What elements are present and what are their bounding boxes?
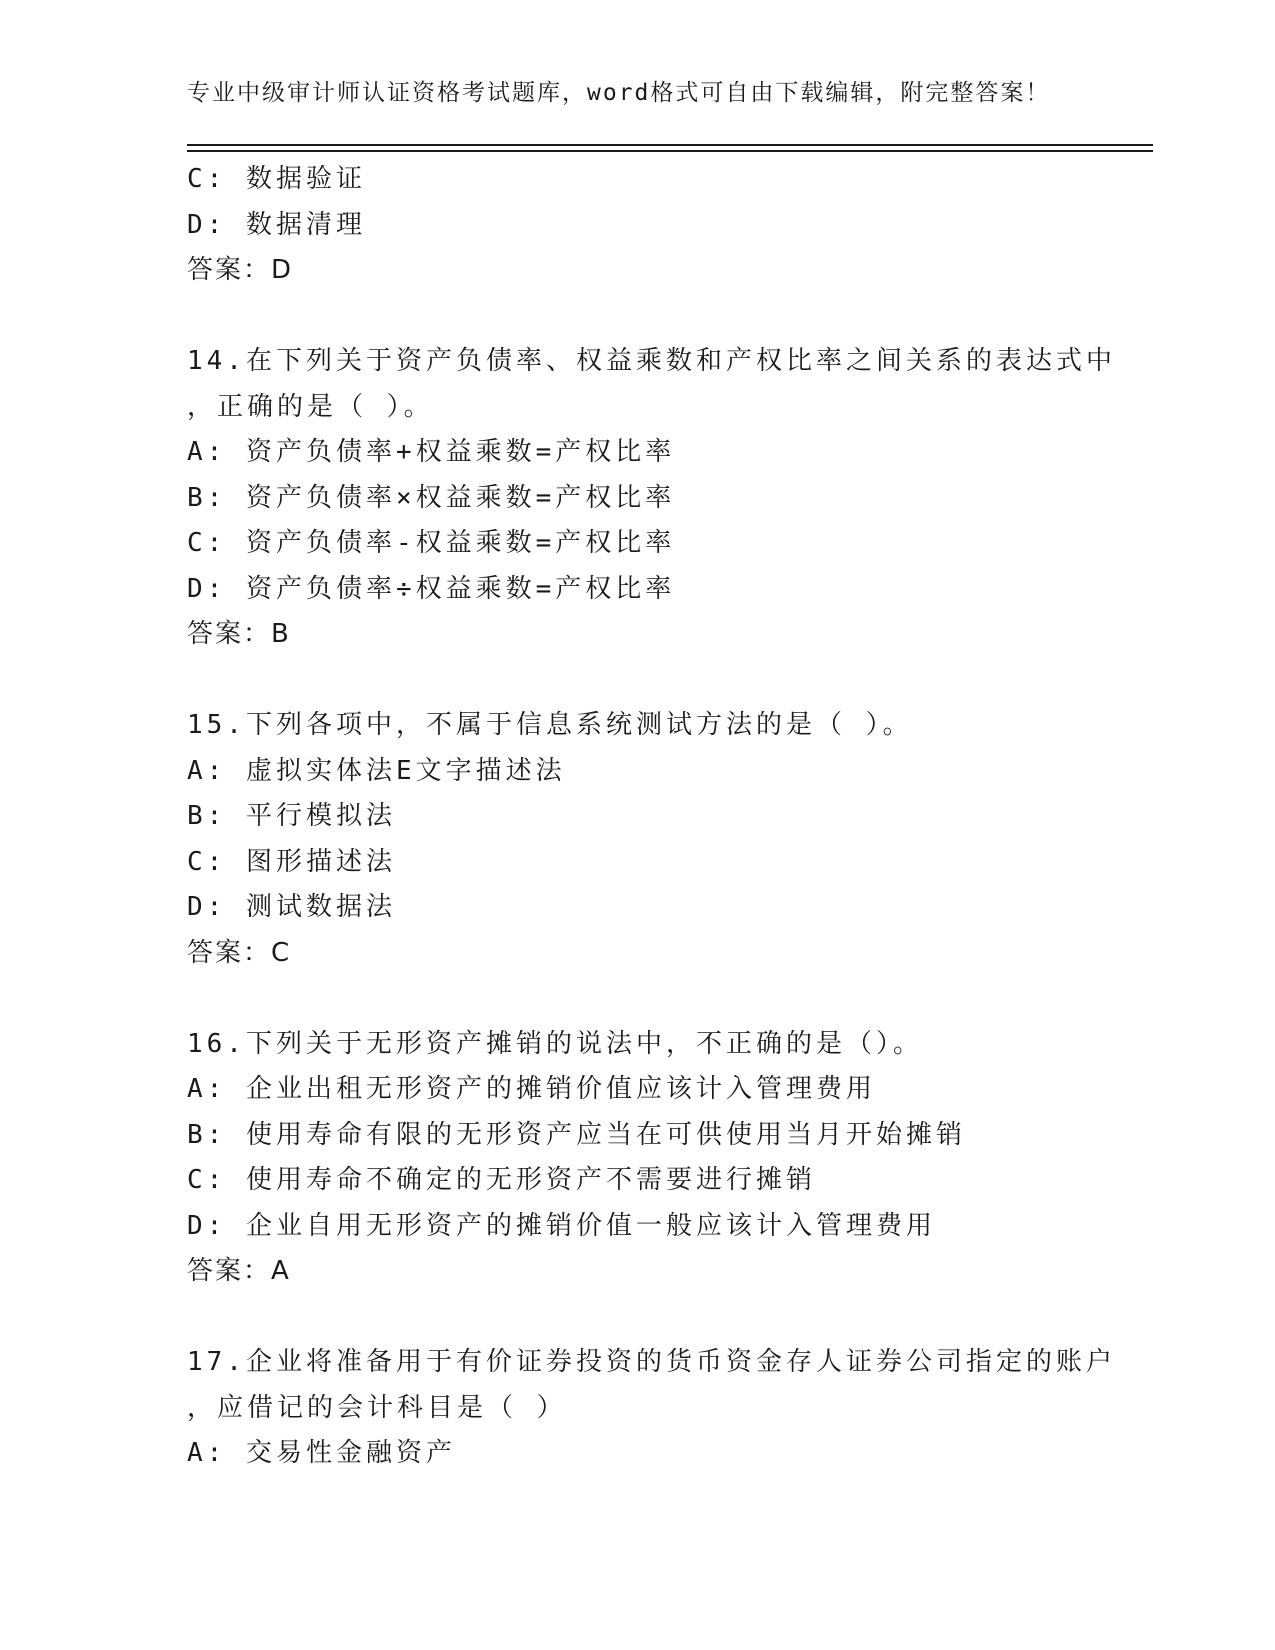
option-c: C: 图形描述法 — [187, 846, 396, 877]
answer-line: 答案：A — [187, 1256, 291, 1286]
answer-line: 答案：C — [187, 937, 292, 968]
option-d: D: 测试数据法 — [187, 892, 396, 922]
option-b: B: 平行模拟法 — [187, 801, 396, 831]
document-body — [187, 157, 1153, 1477]
option-d: D: 企业自用无形资产的摊销价值一般应该计入管理费用 — [187, 1210, 936, 1241]
option-a: A: 资产负债率+权益乘数=产权比率 — [187, 437, 676, 467]
option-d: D: 资产负债率÷权益乘数=产权比率 — [187, 573, 676, 604]
question-15 — [187, 703, 1153, 976]
spacer — [187, 294, 1153, 340]
question-13-tail — [187, 157, 1153, 294]
option-c: C: 资产负债率-权益乘数=产权比率 — [187, 528, 676, 558]
option-a: A: 交易性金融资产 — [187, 1438, 456, 1468]
option-c: C: 使用寿命不确定的无形资产不需要进行摊销 — [187, 1165, 816, 1195]
question-stem-line: ，正确的是（ ）。 — [187, 391, 434, 422]
spacer — [187, 658, 1153, 704]
header-rule-bottom — [187, 150, 1153, 152]
question-stem-line: 14.在下列关于资产负债率、权益乘数和产权比率之间关系的表达式中 — [187, 346, 1116, 376]
question-stem-line: 15.下列各项中，不属于信息系统测试方法的是（ ）。 — [187, 710, 913, 740]
question-stem-line: ，应借记的会计科目是（ ） — [187, 1392, 567, 1423]
page-header: 专业中级审计师认证资格考试题库，word格式可自由下载编辑，附完整答案！ — [187, 80, 1051, 106]
option-a: A: 企业出租无形资产的摊销价值应该计入管理费用 — [187, 1074, 876, 1104]
question-16 — [187, 1022, 1153, 1295]
question-stem-line: 17.企业将准备用于有价证券投资的货币资金存人证券公司指定的账户 — [187, 1347, 1116, 1377]
question-14 — [187, 339, 1153, 658]
spacer — [187, 1295, 1153, 1341]
answer-line: 答案：D — [187, 255, 294, 285]
question-17 — [187, 1340, 1153, 1477]
option-a: A: 虚拟实体法E文字描述法 — [187, 755, 566, 786]
header-rule-top — [187, 144, 1153, 146]
spacer — [187, 976, 1153, 1022]
option-d: D: 数据清理 — [187, 209, 366, 240]
option-b: B: 资产负债率×权益乘数=产权比率 — [187, 482, 676, 513]
question-stem-line: 16.下列关于无形资产摊销的说法中，不正确的是（）。 — [187, 1028, 923, 1059]
option-c: C: 数据验证 — [187, 164, 366, 194]
answer-line: 答案：B — [187, 619, 291, 649]
option-b: B: 使用寿命有限的无形资产应当在可供使用当月开始摊销 — [187, 1119, 966, 1150]
